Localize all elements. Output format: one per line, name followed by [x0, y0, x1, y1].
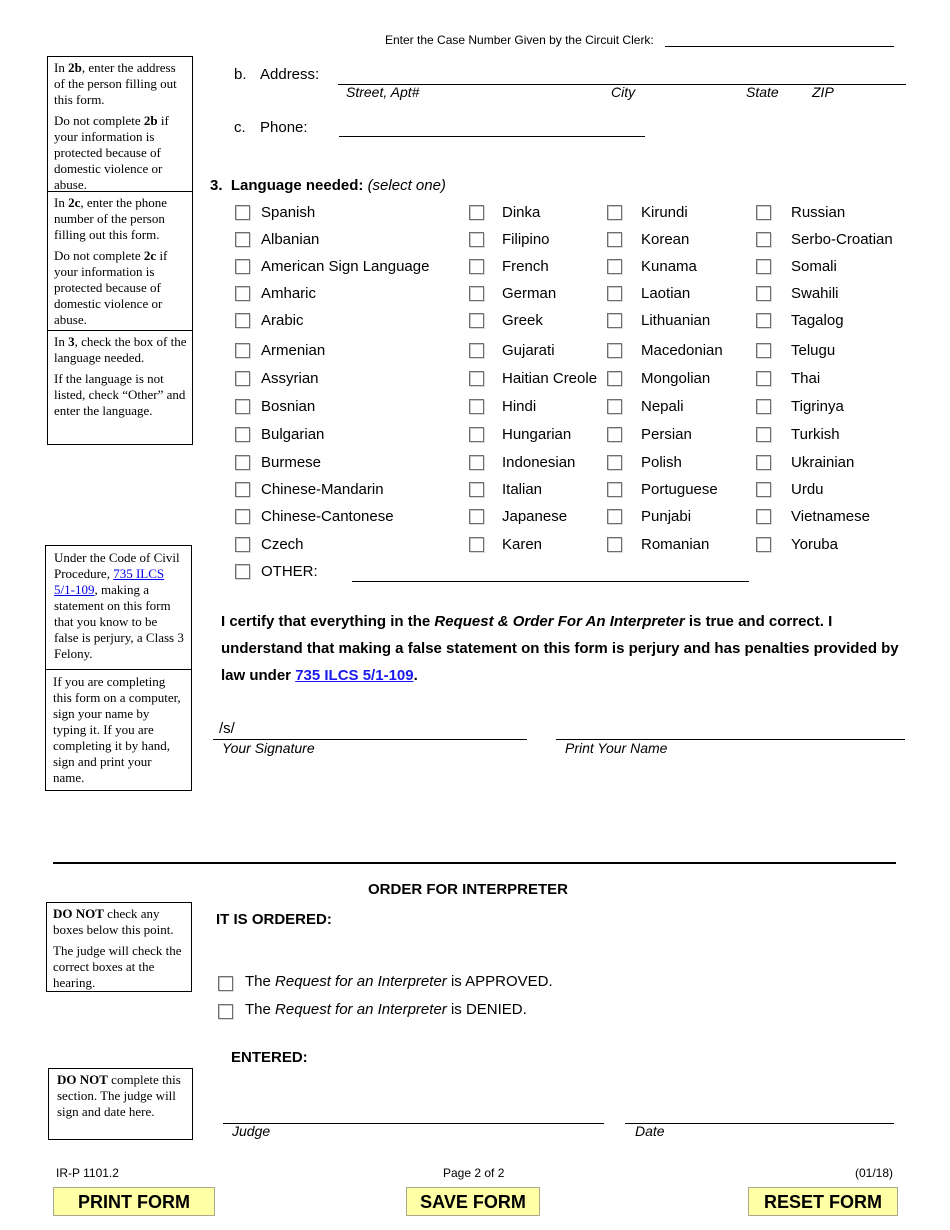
- order-title: ORDER FOR INTERPRETER: [368, 881, 569, 898]
- language-label: Kunama: [641, 258, 697, 275]
- language-checkbox[interactable]: [607, 343, 622, 358]
- language-label: Chinese-Cantonese: [261, 508, 394, 525]
- language-label: Tigrinya: [791, 398, 844, 415]
- judge-label: Judge: [232, 1123, 271, 1139]
- language-checkbox[interactable]: [469, 399, 484, 414]
- language-label: Russian: [791, 204, 846, 221]
- signing-instructions: If you are completing this form on a computer, sign your name by typing it. If you are completing it by hand, sign and print your name.: [46, 669, 191, 790]
- form-id: IR-P 1101.2: [56, 1166, 119, 1180]
- language-checkbox[interactable]: [235, 371, 250, 386]
- date-label: Date: [635, 1123, 665, 1139]
- language-label: Haitian Creole: [502, 370, 598, 387]
- language-label: Japanese: [502, 508, 568, 525]
- language-checkbox[interactable]: [469, 455, 484, 470]
- language-checkbox[interactable]: [235, 286, 250, 301]
- language-checkbox[interactable]: [469, 259, 484, 274]
- signature-label: Your Signature: [222, 740, 315, 756]
- address-field[interactable]: [338, 68, 906, 85]
- language-label: Spanish: [261, 204, 316, 221]
- certification-statute-link[interactable]: 735 ILCS 5/1-109: [295, 667, 414, 684]
- approved-label: The Request for an Interpreter is APPROVED.: [245, 973, 553, 990]
- certification-statement: I certify that everything in the Request & Order For An Interpreter is true and correct. I understand that making a false statement on this form is perjury and has penalties provided by law under 735 ILCS 5/1-109.: [221, 613, 899, 684]
- language-label: Hungarian: [502, 426, 572, 443]
- order-date-field[interactable]: [625, 1106, 894, 1124]
- language-label: Vietnamese: [791, 508, 870, 525]
- language-label: American Sign Language: [261, 258, 430, 275]
- section-divider: [53, 862, 896, 864]
- language-label: Serbo-Croatian: [791, 231, 893, 248]
- language-checkbox[interactable]: [607, 313, 622, 328]
- language-label: Polish: [641, 454, 682, 471]
- other-language-label: OTHER:: [261, 563, 318, 580]
- language-label: Tagalog: [791, 312, 844, 329]
- language-checkbox[interactable]: [607, 427, 622, 442]
- language-checkbox[interactable]: [235, 259, 250, 274]
- language-checkbox[interactable]: [756, 399, 771, 414]
- state-label: State: [746, 84, 779, 100]
- language-checkbox[interactable]: [235, 509, 250, 524]
- language-checkbox[interactable]: [469, 205, 484, 220]
- phone-field[interactable]: [339, 120, 645, 137]
- language-label: Ukrainian: [791, 454, 855, 471]
- language-label: Urdu: [791, 481, 824, 498]
- language-checkbox[interactable]: [469, 371, 484, 386]
- language-label: Punjabi: [641, 508, 692, 525]
- language-label: Gujarati: [502, 342, 555, 359]
- perjury-statute-link[interactable]: 735 ILCS 5/1-109: [54, 566, 165, 597]
- language-label: Laotian: [641, 285, 691, 302]
- language-checkbox[interactable]: [607, 259, 622, 274]
- address-letter: b.: [234, 66, 247, 83]
- language-checkbox[interactable]: [756, 232, 771, 247]
- language-label: Burmese: [261, 454, 322, 471]
- print-name-field[interactable]: [556, 722, 905, 740]
- language-checkbox[interactable]: [235, 455, 250, 470]
- language-checkbox[interactable]: [756, 537, 771, 552]
- language-label: Swahili: [791, 285, 839, 302]
- case-number-label: Enter the Case Number Given by the Circuit Clerk:: [385, 33, 654, 47]
- language-label: Indonesian: [502, 454, 576, 471]
- address-label: Address:: [260, 66, 320, 83]
- language-checkbox[interactable]: [756, 427, 771, 442]
- language-checkbox[interactable]: [756, 286, 771, 301]
- perjury-warning: Under the Code of Civil Procedure, 735 ILCS 5/1-109, making a statement on this form that you know to be false is perjury, a Class 3 Felony.: [54, 550, 184, 661]
- language-label: Dinka: [502, 204, 541, 221]
- language-checkbox[interactable]: [469, 286, 484, 301]
- language-label: Portuguese: [641, 481, 718, 498]
- sidebar-do-not-check: DO NOT check any boxes below this point. The judge will check the correct boxes at the hearing.: [46, 902, 192, 992]
- instruction-2b: In 2b, enter the address of the person filling out this form. Do not complete 2b if your information is protected because of domestic violence or abuse.: [54, 60, 177, 192]
- language-checkbox[interactable]: [607, 232, 622, 247]
- denied-label: The Request for an Interpreter is DENIED.: [245, 1001, 527, 1018]
- approved-checkbox[interactable]: [218, 976, 233, 991]
- sidebar-perjury-notice: [45, 545, 192, 791]
- instruction-3: In 3, check the box of the language needed. If the language is not listed, check “Other” and enter the language.: [48, 330, 192, 423]
- print-form-button[interactable]: PRINT FORM: [53, 1187, 215, 1216]
- language-label: French: [502, 258, 549, 275]
- language-checkbox[interactable]: [469, 343, 484, 358]
- phone-letter: c.: [234, 119, 246, 136]
- language-label: Bulgarian: [261, 426, 325, 443]
- language-label: Arabic: [261, 312, 304, 329]
- other-language-field[interactable]: [352, 565, 749, 582]
- language-checkbox[interactable]: [756, 455, 771, 470]
- language-checkbox[interactable]: [235, 399, 250, 414]
- language-label: Albanian: [261, 231, 320, 248]
- language-label: German: [502, 285, 557, 302]
- language-label: Amharic: [261, 285, 317, 302]
- language-label: Romanian: [641, 536, 710, 553]
- language-checkbox[interactable]: [756, 343, 771, 358]
- language-checkbox[interactable]: [469, 482, 484, 497]
- language-checkbox[interactable]: [756, 205, 771, 220]
- it-is-ordered-label: IT IS ORDERED:: [216, 911, 332, 928]
- language-checkbox[interactable]: [469, 509, 484, 524]
- reset-form-button[interactable]: RESET FORM: [748, 1187, 898, 1216]
- language-checkbox[interactable]: [469, 313, 484, 328]
- language-label: Persian: [641, 426, 692, 443]
- language-label: Czech: [261, 536, 304, 553]
- language-checkbox[interactable]: [607, 286, 622, 301]
- city-label: City: [611, 84, 636, 100]
- language-checkbox[interactable]: [756, 371, 771, 386]
- language-checkbox[interactable]: [607, 537, 622, 552]
- language-checkbox[interactable]: [607, 205, 622, 220]
- language-label: Turkish: [791, 426, 840, 443]
- page-number: Page 2 of 2: [443, 1166, 505, 1180]
- language-checkbox[interactable]: [235, 427, 250, 442]
- language-label: Nepali: [641, 398, 684, 415]
- language-label: Chinese-Mandarin: [261, 481, 384, 498]
- sidebar-do-not-complete: DO NOT complete this section. The judge will sign and date here.: [48, 1068, 193, 1140]
- save-form-button[interactable]: SAVE FORM: [406, 1187, 540, 1216]
- language-label: Telugu: [791, 342, 836, 359]
- case-number-field[interactable]: [665, 32, 894, 47]
- language-label: Yoruba: [791, 536, 838, 553]
- language-label: Thai: [791, 370, 821, 387]
- signature-field[interactable]: [213, 722, 527, 740]
- language-label: Italian: [502, 481, 543, 498]
- language-checkbox[interactable]: [469, 232, 484, 247]
- language-checkbox[interactable]: [235, 343, 250, 358]
- language-checkbox[interactable]: [235, 232, 250, 247]
- language-label: Armenian: [261, 342, 326, 359]
- language-checkbox[interactable]: [607, 482, 622, 497]
- language-label: Lithuanian: [641, 312, 711, 329]
- judge-signature-field[interactable]: [223, 1106, 604, 1124]
- phone-label: Phone:: [260, 119, 308, 136]
- street-label: Street, Apt#: [346, 84, 420, 100]
- language-label: Kirundi: [641, 204, 688, 221]
- revision-date: (01/18): [855, 1166, 894, 1180]
- language-section-heading: 3. Language needed: (select one): [210, 177, 446, 194]
- language-checkbox[interactable]: [235, 537, 250, 552]
- entered-label: ENTERED:: [231, 1049, 308, 1066]
- print-name-label: Print Your Name: [565, 740, 668, 756]
- language-checkbox[interactable]: [469, 427, 484, 442]
- language-checkbox[interactable]: [235, 482, 250, 497]
- language-checkbox[interactable]: [607, 455, 622, 470]
- language-checkbox[interactable]: [607, 399, 622, 414]
- language-label: Greek: [502, 312, 543, 329]
- language-checkbox[interactable]: [756, 482, 771, 497]
- sidebar-instructions-top: [47, 56, 193, 445]
- other-language-checkbox[interactable]: [235, 564, 250, 579]
- denied-checkbox[interactable]: [218, 1004, 233, 1019]
- language-label: Assyrian: [261, 370, 319, 387]
- language-checkbox[interactable]: [756, 509, 771, 524]
- language-label: Hindi: [502, 398, 537, 415]
- zip-label: ZIP: [812, 84, 834, 100]
- language-label: Korean: [641, 231, 690, 248]
- language-checkbox[interactable]: [469, 537, 484, 552]
- language-checkbox[interactable]: [756, 313, 771, 328]
- language-label: Filipino: [502, 231, 550, 248]
- signature-typed-value: /s/: [219, 720, 235, 737]
- language-label: Mongolian: [641, 370, 711, 387]
- language-checkbox[interactable]: [235, 205, 250, 220]
- language-label: Bosnian: [261, 398, 316, 415]
- language-label: Karen: [502, 536, 543, 553]
- language-checkbox[interactable]: [607, 371, 622, 386]
- instruction-2c: In 2c, enter the phone number of the person filling out this form. Do not complete 2c if your information is protected because of domestic violence or abuse.: [48, 191, 192, 330]
- language-checkbox[interactable]: [756, 259, 771, 274]
- language-label: Macedonian: [641, 342, 723, 359]
- language-checkbox[interactable]: [235, 313, 250, 328]
- language-checkbox[interactable]: [607, 509, 622, 524]
- language-label: Somali: [791, 258, 837, 275]
